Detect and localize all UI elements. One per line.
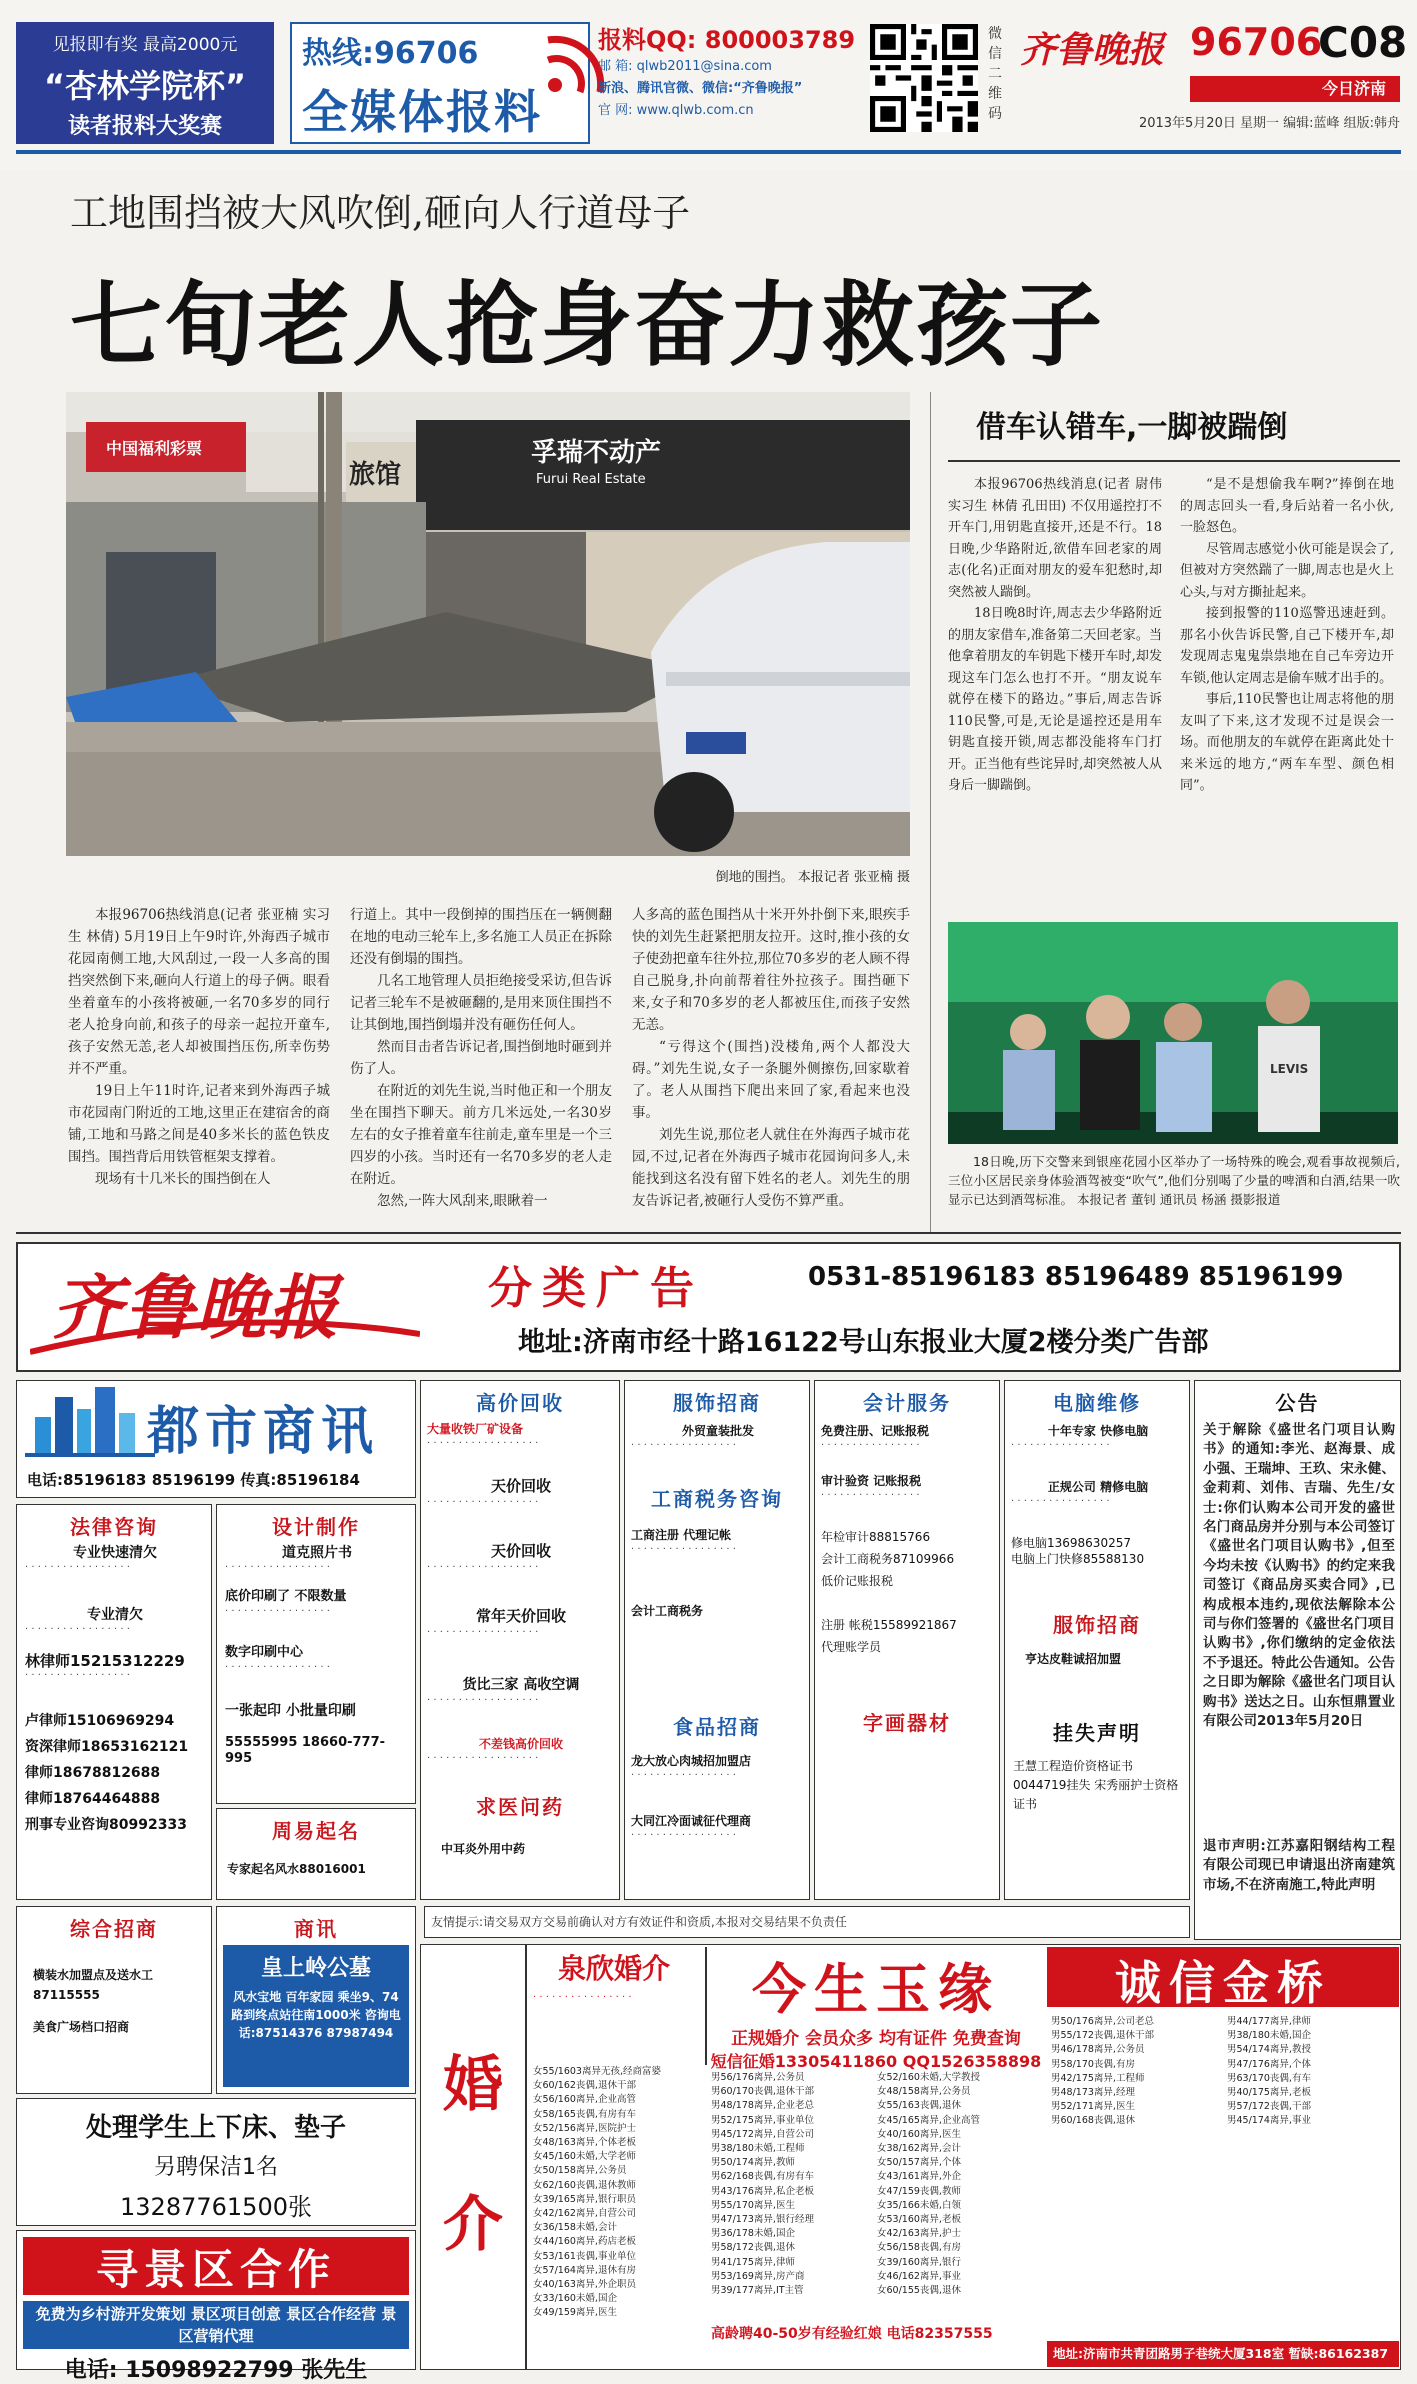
wind-collapse-scene: [66, 392, 910, 856]
marry-list-item: 男52/171离异,医生: [1051, 2101, 1135, 2113]
marry-list-item: 女45/160未婚,大学老师: [533, 2151, 636, 2163]
side-paragraph: 事后,110民警也让周志将他的朋友叫了下来,这才发现不过是误会一场。而他朋友的车就停在距离此处十来米远的地方,“两车车型、颜色相同”。: [1180, 692, 1394, 793]
story-paragraph: 在附近的刘先生说,当时他正和一个朋友坐在围挡下聊天。前方几米远处,一名30岁左右的女子推着童车往前走,童车里是一个三四岁的小孩。当时还有一名70多岁的老人走在附近。: [350, 1083, 612, 1187]
marry-list-item: 男56/176离异,公务员: [711, 2072, 805, 2083]
category-food: 食品招商: [673, 1715, 761, 1739]
classified-rule: [16, 1232, 1401, 1234]
law-item: 卢律师15106969294: [25, 1713, 175, 1729]
marry-list-item: 女52/160未婚,大学教授: [877, 2072, 980, 2083]
classified-phones: 0531-85196183 85196489 85196199: [808, 1262, 1344, 1292]
jade-title: 今生玉缘: [752, 1958, 1000, 2021]
contact-box: [598, 24, 860, 144]
design-item-detail: · · · · · · · · · · · · · · · · ·: [225, 1606, 330, 1617]
story-paragraph: 忽然,一阵大风刮来,眼瞅着一: [377, 1193, 548, 1209]
design-item: 底价印刷了 不限数量: [225, 1589, 347, 1604]
marry-badge: [421, 1945, 527, 2369]
hotline: 热线:96706: [302, 36, 479, 71]
bed-sub: 另聘保洁1名: [154, 2155, 278, 2180]
police-event-scene: [948, 922, 1398, 1144]
law-item: 专业清欠: [87, 1607, 143, 1623]
pc-item: 修电脑13698630257: [1011, 1536, 1131, 1550]
marry-list-item: 女35/166未婚,白领: [877, 2199, 961, 2211]
fashion-item: 亨达皮鞋诚招加盟: [1025, 1652, 1122, 1666]
story-column-3: [632, 904, 910, 1212]
photo-sign-hotel: 旅馆: [349, 460, 402, 490]
classified-title: 分类广告: [488, 1263, 704, 1314]
scenic-phone: 电话: 15098922799 张先生: [64, 2358, 368, 2383]
account-item: 注册 帐税15589921867: [821, 1618, 957, 1632]
marry-list-item: 女50/158离异,公务员: [533, 2165, 627, 2177]
qr-code-icon: [870, 24, 978, 132]
photo-sign-realestate: 孚瑞不动产: [531, 438, 662, 468]
side-headline: 借车认错车,一脚被踹倒: [948, 402, 1400, 462]
food-item: 大同江冷面诚征代理商: [631, 1814, 752, 1828]
photo-sign-realestate-en: Furui Real Estate: [536, 472, 646, 487]
marry-list-item: 女53/160离异,老板: [877, 2214, 961, 2226]
design-item: 数字印刷中心: [225, 1645, 304, 1660]
marry-list-item: 男48/178离异,企业老总: [711, 2100, 814, 2112]
account-item: 免费注册、记账报税: [821, 1424, 930, 1438]
marry-list-item: 男62/168丧偶,有房有车: [711, 2171, 814, 2183]
marry-list-item: 男39/177离异,IT主管: [711, 2285, 804, 2297]
classified-logo: 齐鲁晚报: [52, 1266, 340, 1349]
side-column-2: [1180, 474, 1394, 797]
design-item: 55555995 18660-777-995: [225, 1735, 386, 1766]
recycle-detail: · · · · · · · · · · · · · · · · · ·: [427, 1753, 539, 1764]
pc-detail: · · · · · · · · · · · · · · · ·: [1011, 1496, 1110, 1507]
marry-list-item: 女49/159离异,医生: [533, 2307, 617, 2319]
cemetery-box: [223, 1945, 409, 2087]
category-notice: 公告: [1275, 1391, 1320, 1415]
law-items: [25, 1545, 205, 1833]
classified-header: [16, 1242, 1401, 1372]
category-computer: 电脑维修: [1053, 1391, 1141, 1415]
city-news-title: 都市商讯: [147, 1402, 380, 1462]
marry-list-item: 男60/168丧偶,退休: [1051, 2115, 1135, 2127]
marry-list-item: 男58/170丧偶,有房: [1051, 2058, 1135, 2070]
law-item: 刑事专业咨询80992333: [25, 1817, 187, 1833]
marry-list-item: 女55/163丧偶,退休: [877, 2100, 961, 2112]
law-item: 律师18678812688: [25, 1765, 161, 1781]
marry-list-item: 男57/172丧偶,干部: [1227, 2101, 1311, 2113]
side-photo-sign: LEVIS: [1270, 1062, 1309, 1076]
story-photo-caption: 倒地的围挡。 本报记者 张亚楠 摄: [715, 870, 910, 885]
law-item: 资深律师18653162121: [25, 1739, 189, 1755]
food-panel: [624, 1380, 810, 1900]
marry-list-item: 女38/162离异,会计: [877, 2143, 961, 2155]
promo-line1: 见报即有奖 最高2000元: [52, 35, 238, 55]
jade-sub: 正规婚介 会员众多 均有证件 免费查询: [731, 2029, 1021, 2049]
law-panel: [16, 1504, 212, 1900]
classified-disclaimer: 友情提示:请交易双方交易前确认对方有效证件和资质,本报对交易结果不负责任: [424, 1906, 1190, 1938]
account-detail: · · · · · · · · · · · · · · · ·: [821, 1440, 920, 1451]
pc-item: 十年专家 快修电脑: [1047, 1424, 1149, 1438]
marry-list-item: 女57/164离异,退休有房: [533, 2264, 636, 2276]
account-detail: · · · · · · · · · · · · · · · ·: [821, 1490, 920, 1501]
scenic-title: 寻景区合作: [23, 2237, 409, 2295]
notice-text-2: 退市声明:江苏嘉阳钢结构工程有限公司现已申请退出济南建筑市场,不在济南施工,特此声明: [1203, 1838, 1395, 1893]
recycle-detail: · · · · · · · · · · · · · · · · · ·: [427, 1627, 539, 1638]
marry-list-item: 女56/160离异,企业高管: [533, 2094, 636, 2106]
naming-item: 专家起名风水88016001: [227, 1862, 366, 1876]
design-item: 一张起印 小批量印刷: [225, 1703, 356, 1719]
design-panel: [216, 1504, 416, 1804]
marry-list-item: 女39/160离异,银行: [877, 2256, 961, 2268]
section-bar: 今日济南: [1190, 76, 1400, 102]
category-accounting: 会计服务: [863, 1391, 951, 1415]
side-paragraph: 18日晚8时许,周志去少华路附近的朋友家借车,准备第二天回老家。当他拿着朋友的车钥匙下楼开车时,却发现这车门怎么也打不开。“朋友说车就停在楼下的路边。”事后,周志告诉110民警,可是,无论是遥控还是用车钥匙直接开锁,周志都没能将车门打开。正当他有些诧异时,却突然被人从身后一脚踹倒。: [948, 606, 1162, 793]
story-column-2: [350, 904, 612, 1212]
side-paragraph: 接到报警的110巡警迅速赶到。那名小伙告诉民警,自己下楼开车,却发现周志鬼鬼祟祟地在自己车旁边开车锁,他认定周志是偷车贼才出手的。: [1180, 606, 1394, 686]
marry-list-item: 女62/160丧偶,退休教师: [533, 2179, 636, 2191]
column-divider: [930, 392, 931, 1232]
marry-list-3: [877, 2071, 1043, 2311]
marry-list-item: 女44/160离异,药店老板: [533, 2236, 636, 2248]
naming-panel: [216, 1808, 416, 1900]
marry-list-item: 男48/173离异,经理: [1051, 2087, 1135, 2099]
marry-list-2: [711, 2071, 871, 2311]
marry-list-1: [533, 2065, 701, 2355]
side-photo: [948, 922, 1398, 1144]
marry-list-item: 女42/162离异,自营公司: [533, 2208, 636, 2220]
marry-list-item: 男50/176离异,公司老总: [1051, 2016, 1154, 2027]
marry-list-item: 男38/180未婚,工程师: [711, 2143, 805, 2155]
category-general: 综合招商: [70, 1917, 158, 1941]
law-item: 林律师15215312229: [25, 1652, 185, 1670]
category-medicine: 求医问药: [476, 1795, 564, 1819]
category-fashion-2: 服饰招商: [1053, 1613, 1141, 1637]
franchise-detail: · · · · · · · · · · · · · · · · ·: [631, 1770, 736, 1781]
marry-list-item: 男45/172离异,自营公司: [711, 2128, 814, 2140]
paper-logo: 齐鲁晚报: [1020, 29, 1165, 71]
food-item: 会计工商税务: [631, 1604, 704, 1618]
story-headline: 七旬老人抢身奋力救孩子: [70, 272, 1105, 379]
pc-item: 正规公司 精修电脑: [1047, 1480, 1149, 1494]
category-naming: 周易起名: [272, 1819, 360, 1843]
story-paragraph: 人多高的蓝色围挡从十米开外扑倒下来,眼疾手快的刘先生赶紧把朋友拉开。这时,推小孩的女子使劲把童车往外拉,那位70多岁的老人顾不得自己脱身,扑向前帮着往外拉孩子。围挡砸下来,女子和70多岁的老人都被压住,而孩子安然无恙。: [632, 907, 910, 1033]
marry-list-item: 男45/174离异,事业: [1227, 2115, 1311, 2127]
side-paragraph: “是不是想偷我车啊?”捧倒在地的周志回头一看,身后站着一名小伙,一脸怒色。: [1180, 477, 1394, 535]
tax-detail: · · · · · · · · · · · · · · · · ·: [631, 1544, 736, 1555]
accounting-panel: [814, 1380, 1000, 1900]
site: www.qlwb.com.cn: [636, 103, 754, 118]
law-item: 专业快速清欠: [73, 1545, 157, 1561]
recycle-detail: · · · · · · · · · · · · · · · · · ·: [427, 1497, 539, 1508]
bridge-header: [1047, 1947, 1399, 2010]
jade-phone: 短信征婚13305411860 QQ1526358898: [710, 2052, 1042, 2071]
food-item: 外贸童装批发: [681, 1424, 754, 1438]
marry-list-item: 女48/163离异,个体老板: [533, 2137, 636, 2149]
marry-list-item: 女45/165离异,企业高管: [877, 2114, 980, 2126]
story-paragraph: 几名工地管理人员拒绝接受采访,但告诉记者三轮车不是被砸翻的,是用来顶住围挡不让其倒地,围挡倒塌并没有砸伤任何人。: [350, 973, 612, 1033]
computer-items: [1011, 1423, 1185, 1567]
notice-text: 关于解除《盛世名门项目认购书》的通知:李光、赵海景、成小强、王瑞坤、王玖、宋永健、金莉莉、刘伟、吉瑞、先生/女士:你们认购本公司开发的盛世名门商品房并分别与本公司签订《盛世名门项目认购书》,但至今均未按《认购书》的约定来我司签订《商品房买卖合同》,已构成根本违约,现依法解除本公司与你们签署的《盛世名门项目认购书》,你们缴纳的定金依法不予退还。特此公告通知。公告之日即为解除《盛世名门项目认购书》送达之日。山东恒鼎置业有限公司2013年5月20日: [1203, 1422, 1395, 1730]
account-item: 会计工商税务87109966: [821, 1552, 955, 1566]
category-recycle: 高价回收: [476, 1391, 564, 1415]
story-paragraph: 刘先生说,那位老人就住在外海西子城市花园,不过,记者在外海西子城市花园询问多人,未能找到这名没有留下姓名的老人。刘先生的朋友告诉记者,被砸行人受伤不算严重。: [632, 1127, 910, 1209]
marry-list-item: 男46/178离异,公务员: [1051, 2044, 1145, 2056]
general-item: 美食广场档口招商: [33, 2020, 130, 2034]
bridge-title: 诚信金桥: [1115, 1956, 1331, 2010]
recycle-detail: · · · · · · · · · · · · · · · · · ·: [427, 1695, 539, 1706]
marry-list-item: 女60/155丧偶,退休: [877, 2285, 961, 2297]
account-item: 低价记账报税: [821, 1574, 894, 1588]
marry-list-item: 男58/172丧偶,退休: [711, 2242, 795, 2254]
site-label: 官 网:: [598, 103, 633, 118]
accounting-items: [821, 1423, 995, 1655]
email-label: 邮 箱:: [598, 59, 633, 74]
scenic-panel: [16, 2230, 416, 2383]
recycle-item: 常年天价回收: [475, 1607, 566, 1625]
food-item: 龙大放心肉城招加盟店: [631, 1754, 752, 1768]
marry-list-item: 女39/165离异,银行职员: [533, 2193, 636, 2205]
pc-detail: · · · · · · · · · · · · · · · ·: [1011, 1440, 1110, 1451]
classified-address: 地址:济南市经十路16122号山东报业大厦2楼分类广告部: [518, 1327, 1209, 1358]
food-items: [631, 1423, 805, 1473]
quanxin-header: [529, 1947, 699, 2029]
category-art: 字画器材: [863, 1711, 951, 1735]
story-kicker: 工地围挡被大风吹倒,砸向人行道母子: [70, 191, 691, 235]
marry-list-item: 男38/180未婚,国企: [1227, 2030, 1311, 2042]
scenic-text: 免费为乡村游开发策划 景区项目创意 景区合作经营 景区营销代理: [23, 2301, 409, 2349]
medicine-item: 中耳炎外用中药: [441, 1842, 526, 1856]
marry-list-item: 女53/161丧偶,事业单位: [533, 2250, 636, 2262]
recycle-items: [427, 1421, 615, 1792]
header-rule: [16, 150, 1401, 154]
promo-line3: 读者报料大奖赛: [67, 114, 222, 139]
marry-list-item: 男50/174离异,教师: [711, 2157, 795, 2169]
bridge-address: 地址:济南市共青团路男子巷统大厦318室 暂缺:86162387: [1047, 2341, 1399, 2367]
marry-list-item: 男53/169离异,房产商: [711, 2270, 805, 2282]
dateline: 2013年5月20日 星期一 编辑:蓝峰 组版:韩舟: [1138, 116, 1400, 131]
cemetery-text: 风水宝地 百年家园 乘坐9、74路到终点站往南1000米 咨询电话:87514376 87987494: [231, 1990, 401, 2040]
tax-items: [631, 1527, 805, 1619]
computer-panel: [1004, 1380, 1190, 1900]
marry-list-item: 女60/162丧偶,退休干部: [533, 2080, 636, 2092]
marry-list-item: 女42/163离异,护士: [877, 2228, 961, 2240]
recycle-detail: · · · · · · · · · · · · · · · · · ·: [427, 1562, 539, 1573]
recycle-item: 不差钱高价回收: [478, 1737, 563, 1751]
city-news-banner: [16, 1380, 416, 1498]
design-items: [225, 1545, 409, 1767]
paper-phone: 96706: [1190, 20, 1323, 64]
law-item: 律师18764464888: [25, 1791, 161, 1807]
marry-label: 婚介: [443, 2050, 503, 2260]
marry-list-item: 男47/173离异,银行经理: [711, 2214, 814, 2226]
cemetery-title: 皇上岭公墓: [260, 1956, 371, 1981]
account-item: 年检审计88815766: [821, 1530, 931, 1544]
law-item-detail: · · · · · · · · · · · · · · · · ·: [25, 1562, 130, 1573]
story-paragraph: 然而目击者告诉记者,围挡倒地时砸到并伤了人。: [350, 1039, 612, 1077]
marry-list-item: 男36/178未婚,国企: [711, 2228, 795, 2240]
quanxin-title: 泉欣婚介: [557, 1952, 670, 1985]
marry-list-item: 男42/175离异,工程师: [1051, 2072, 1145, 2084]
lost-item: 王慧工程造价资格证书0044719挂失 宋秀丽护士资格证书: [1013, 1759, 1179, 1811]
franchise-items: [631, 1753, 805, 1859]
story-photo: [66, 392, 910, 856]
marry-list-item: 男40/175离异,老板: [1227, 2087, 1311, 2099]
account-item: 审计验资 记账报税: [821, 1474, 922, 1488]
story-paragraph: 现场有十几米长的围挡倒在人: [95, 1171, 271, 1187]
jade-recruit: 高龄聘40-50岁有经验红娘 电话82357555: [711, 2326, 993, 2342]
account-item: 代理账学员: [821, 1640, 882, 1654]
general-item: 横装水加盟点及送水工87115555: [33, 1968, 154, 2002]
promo-line2: “杏林学院杯”: [43, 67, 247, 105]
general-panel: [16, 1906, 212, 2094]
marry-list-item: 男63/170丧偶,有车: [1227, 2072, 1311, 2084]
recycle-item: 天价回收: [490, 1542, 551, 1560]
bed-phone: 13287761500张: [120, 2193, 312, 2221]
marry-list-item: 女46/162离异,事业: [877, 2270, 961, 2282]
page-number: C08: [1318, 18, 1408, 67]
marry-list-item: 女48/158离异,公务员: [877, 2086, 971, 2098]
recycle-detail: · · · · · · · · · · · · · · · · · ·: [427, 1438, 539, 1449]
marry-list-item: 男43/176离异,私企老板: [711, 2185, 814, 2197]
wechat-label: 微信二维码: [988, 26, 1002, 122]
marry-list-item: 女40/163离异,外企职员: [533, 2279, 636, 2291]
design-item-detail: · · · · · · · · · · · · · · · · ·: [225, 1562, 330, 1573]
category-law: 法律咨询: [70, 1515, 158, 1539]
story-paragraph: 行道上。其中一段倒掉的围挡压在一辆侧翻在地的电动三轮车上,多名施工人员正在拆除还没有倒塌的围挡。: [350, 907, 612, 967]
notice-panel: [1194, 1380, 1401, 1940]
category-tax: 工商税务咨询: [651, 1487, 783, 1511]
allmedia-label: 全媒体报料: [302, 85, 542, 139]
marry-list-item: 男54/174离异,教授: [1227, 2044, 1311, 2056]
bed-panel: [16, 2098, 416, 2226]
marry-list-item: 男47/176离异,个体: [1227, 2058, 1311, 2070]
marry-list-item: 男52/175离异,事业单位: [711, 2114, 814, 2126]
city-skyline-icon: [25, 1387, 155, 1457]
masthead: [0, 0, 1417, 170]
photo-sign-lottery: 中国福利彩票: [106, 439, 203, 458]
recycle-item: 货比三家 高收空调: [462, 1677, 580, 1693]
story-paragraph: 本报96706热线消息(记者 张亚楠 实习生 林倩) 5月19日上午9时许,外海西子城市花园南侧工地,大风刮过,一段一人多高的围挡突然倒下来,砸向人行道上的母子俩。眼看坐着童车的小孩将被砸,一名70多岁的同行老人抢身向前,和孩子的母亲一起拉开童车,孩子安然无恙,老人却被围挡压伤,所幸伤势并不严重。: [68, 907, 330, 1077]
email: qlwb2011@sina.com: [636, 59, 772, 74]
pc-item: 电脑上门快修85588130: [1011, 1552, 1145, 1566]
marry-list-item: 女33/160未婚,国企: [533, 2293, 617, 2305]
city-news-phone: 电话:85196183 85196199 传真:85196184: [27, 1471, 360, 1489]
jade-header: [705, 1947, 1045, 2071]
shangxun-panel: [216, 1906, 416, 2094]
marry-list-item: 女43/161离异,外企: [877, 2171, 961, 2183]
marry-list-item: 女36/158未婚,会计: [533, 2222, 617, 2234]
side-paragraph: 本报96706热线消息(记者 尉伟 实习生 林倩 孔田田) 不仅用遥控打不开车门,用钥匙直接开,还是不行。18日晚,少华路附近,欲借车回老家的周志(化名)正面对朋友的爱车犯愁时,却突然被人踹倒。: [948, 477, 1162, 600]
marry-list-item: 男55/172丧偶,退休干部: [1051, 2030, 1154, 2042]
franchise-detail: · · · · · · · · · · · · · · · · ·: [631, 1830, 736, 1841]
category-design: 设计制作: [272, 1515, 360, 1539]
promo-box: [16, 22, 274, 144]
recycle-item: 大量收铁厂矿设备: [427, 1422, 524, 1436]
law-item-detail: · · · · · · · · · · · · · · · · ·: [25, 1670, 130, 1681]
bed-title: 处理学生上下床、垫子: [85, 2113, 346, 2143]
marry-list-item: 女55/1603离异无孩,经商富婆: [533, 2066, 661, 2077]
classified-swoosh-icon: [30, 1314, 420, 1364]
marry-list-item: 女50/157离异,个体: [877, 2157, 961, 2169]
marry-panel: [420, 1944, 1401, 2370]
side-paragraph: 尽管周志感觉小伙可能是误会了,但被对方突然踹了一脚,周志也是火上心头,与对方撕扯起来。: [1180, 541, 1394, 600]
marry-list-item: 女47/159丧偶,教师: [877, 2185, 961, 2197]
marry-list-item: 女40/160离异,医生: [877, 2128, 961, 2140]
marry-list-item: 男55/170离异,医生: [711, 2199, 795, 2211]
food-detail: · · · · · · · · · · · · · · · · ·: [631, 1440, 736, 1451]
design-item: 道克照片书: [282, 1545, 352, 1561]
story-paragraph: “亏得这个(围挡)没楼角,两个人都没大碍。”刘先生说,女子一条腿外侧擦伤,回家歇着了。老人从围挡下爬出来回了家,看起来也没事。: [632, 1039, 910, 1121]
law-item-detail: · · · · · · · · · · · · · · · · ·: [25, 1624, 130, 1635]
side-column-1: [948, 474, 1162, 797]
story-paragraph: 19日上午11时许,记者来到外海西子城市花园南门附近的工地,这里正在建宿舍的商铺,工地和马路之间是40多米长的蓝色铁皮围挡。围挡背后用铁管框架支撑着。: [68, 1083, 330, 1165]
category-shangxun: 商讯: [294, 1917, 338, 1941]
marry-list-item: 男60/170丧偶,退休干部: [711, 2086, 814, 2098]
weibo-line: 新浪、腾讯官微、微信:“齐鲁晚报”: [598, 81, 803, 96]
category-fashion: 服饰招商: [673, 1391, 761, 1415]
marry-list-item: 男44/177离异,律师: [1227, 2016, 1311, 2027]
marry-list-item: 女56/158丧偶,有房: [877, 2242, 961, 2254]
recycle-item: 天价回收: [490, 1477, 551, 1495]
marry-list-item: 女52/156离异,医院护士: [533, 2122, 636, 2134]
story-column-1: [68, 904, 330, 1190]
recycle-panel: [420, 1380, 620, 1900]
marry-list-4: [1051, 2015, 1397, 2335]
category-lost: 挂失声明: [1053, 1721, 1141, 1745]
side-photo-caption: 18日晚,历下交警来到银座花园小区举办了一场特殊的晚会,观看事故视频后,三位小区居民亲身体验酒驾被变“吹气”,他们分别喝了少量的啤酒和白酒,结果一吹显示已达到酒驾标准。 本报记者 董钊 通讯员 杨涵 摄影报道: [948, 1154, 1400, 1207]
design-item-detail: · · · · · · · · · · · · · · · · ·: [225, 1662, 330, 1673]
food-item: 工商注册 代理记帐: [631, 1528, 732, 1542]
marry-list-item: 女58/165丧偶,有房有车: [533, 2108, 636, 2120]
quanxin-detail: · · · · · · · · · · · · · · · ·: [533, 1992, 632, 2003]
marry-list-item: 男41/175离异,律师: [711, 2256, 795, 2268]
qq-line: 报料QQ: 800003789: [598, 26, 856, 54]
